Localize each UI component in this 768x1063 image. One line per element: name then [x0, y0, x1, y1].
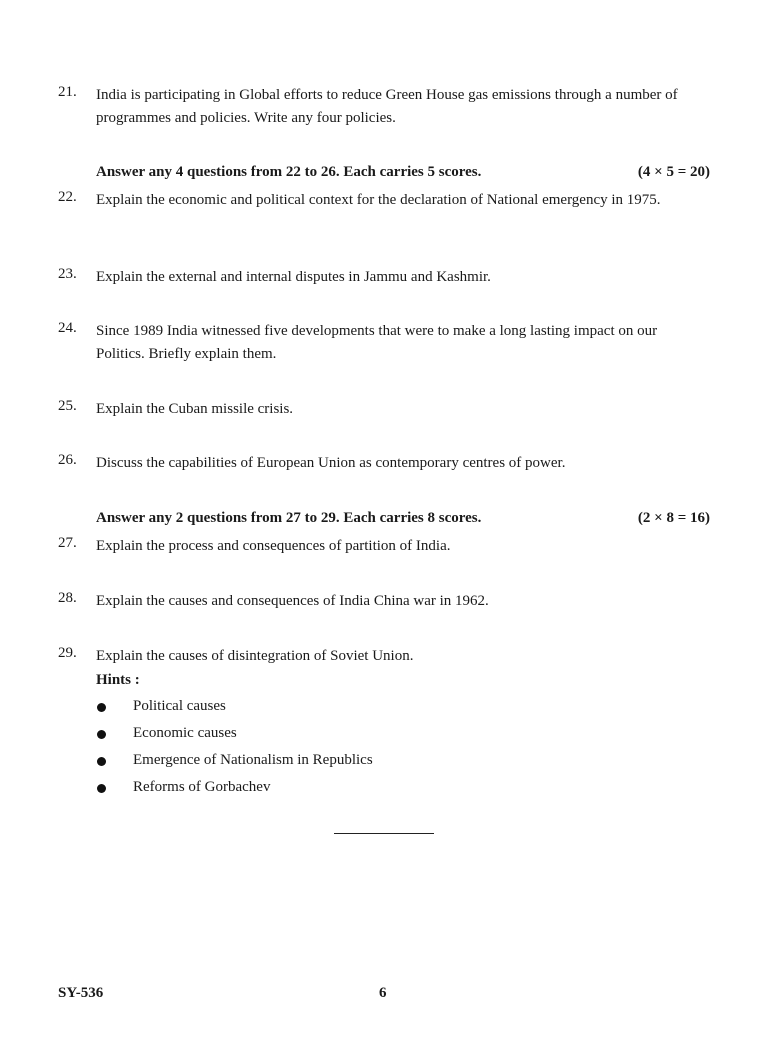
question-29: [58, 645, 718, 668]
question-number: 28.: [58, 590, 77, 606]
question-22: [58, 189, 718, 212]
question-text: Explain the economic and political context for the declaration of National emergency in 1975.: [96, 192, 661, 208]
bullet-icon: [97, 757, 106, 766]
footer-code: SY-536: [58, 985, 104, 1001]
question-text: Explain the Cuban missile crisis.: [96, 401, 294, 417]
section-marks: (4 × 5 = 20): [637, 164, 710, 180]
question-number: 26.: [58, 452, 77, 468]
question-number: 21.: [58, 84, 77, 100]
hints-label: Hints :: [96, 672, 140, 688]
question-number: 24.: [58, 320, 77, 336]
question-21: [58, 84, 718, 130]
bullet-icon: [97, 730, 106, 739]
question-24: [58, 320, 718, 366]
question-27: [58, 535, 718, 558]
question-text: Explain the process and consequences of partition of India.: [96, 538, 451, 554]
hint-text: Economic causes: [133, 725, 237, 741]
hint-item: [96, 752, 496, 774]
section-instruction-1: [96, 162, 710, 182]
question-text: Explain the causes of disintegration of Soviet Union.: [96, 648, 414, 664]
question-number: 27.: [58, 535, 77, 551]
question-26: [58, 452, 718, 475]
section-marks: (2 × 8 = 16): [637, 510, 710, 526]
page-number: 6: [379, 985, 387, 1001]
end-divider: [334, 833, 434, 834]
hint-item: [96, 779, 496, 801]
hint-text: Emergence of Nationalism in Republics: [133, 752, 373, 768]
section-instruction-text: Answer any 2 questions from 27 to 29. Each carries 8 scores.: [96, 510, 482, 526]
section-instruction-text: Answer any 4 questions from 22 to 26. Each carries 5 scores.: [96, 164, 482, 180]
question-text: India is participating in Global efforts to reduce Green House gas emissions through a number of programmes and policies. Write any four policies.: [96, 87, 678, 126]
question-28: [58, 590, 718, 613]
question-25: [58, 398, 718, 421]
question-23: [58, 266, 718, 289]
section-instruction-2: [96, 508, 710, 528]
hint-text: Political causes: [133, 698, 226, 714]
bullet-icon: [97, 784, 106, 793]
hint-item: [96, 698, 496, 720]
question-number: 29.: [58, 645, 77, 661]
question-number: 23.: [58, 266, 77, 282]
bullet-icon: [97, 703, 106, 712]
question-number: 25.: [58, 398, 77, 414]
question-text: Discuss the capabilities of European Union as contemporary centres of power.: [96, 455, 566, 471]
hint-text: Reforms of Gorbachev: [133, 779, 271, 795]
question-text: Explain the external and internal disputes in Jammu and Kashmir.: [96, 269, 491, 285]
question-text: Explain the causes and consequences of India China war in 1962.: [96, 593, 489, 609]
question-text: Since 1989 India witnessed five developments that were to make a long lasting impact on our Politics. Briefly explain them.: [96, 323, 658, 362]
hint-item: [96, 725, 496, 747]
question-number: 22.: [58, 189, 77, 205]
